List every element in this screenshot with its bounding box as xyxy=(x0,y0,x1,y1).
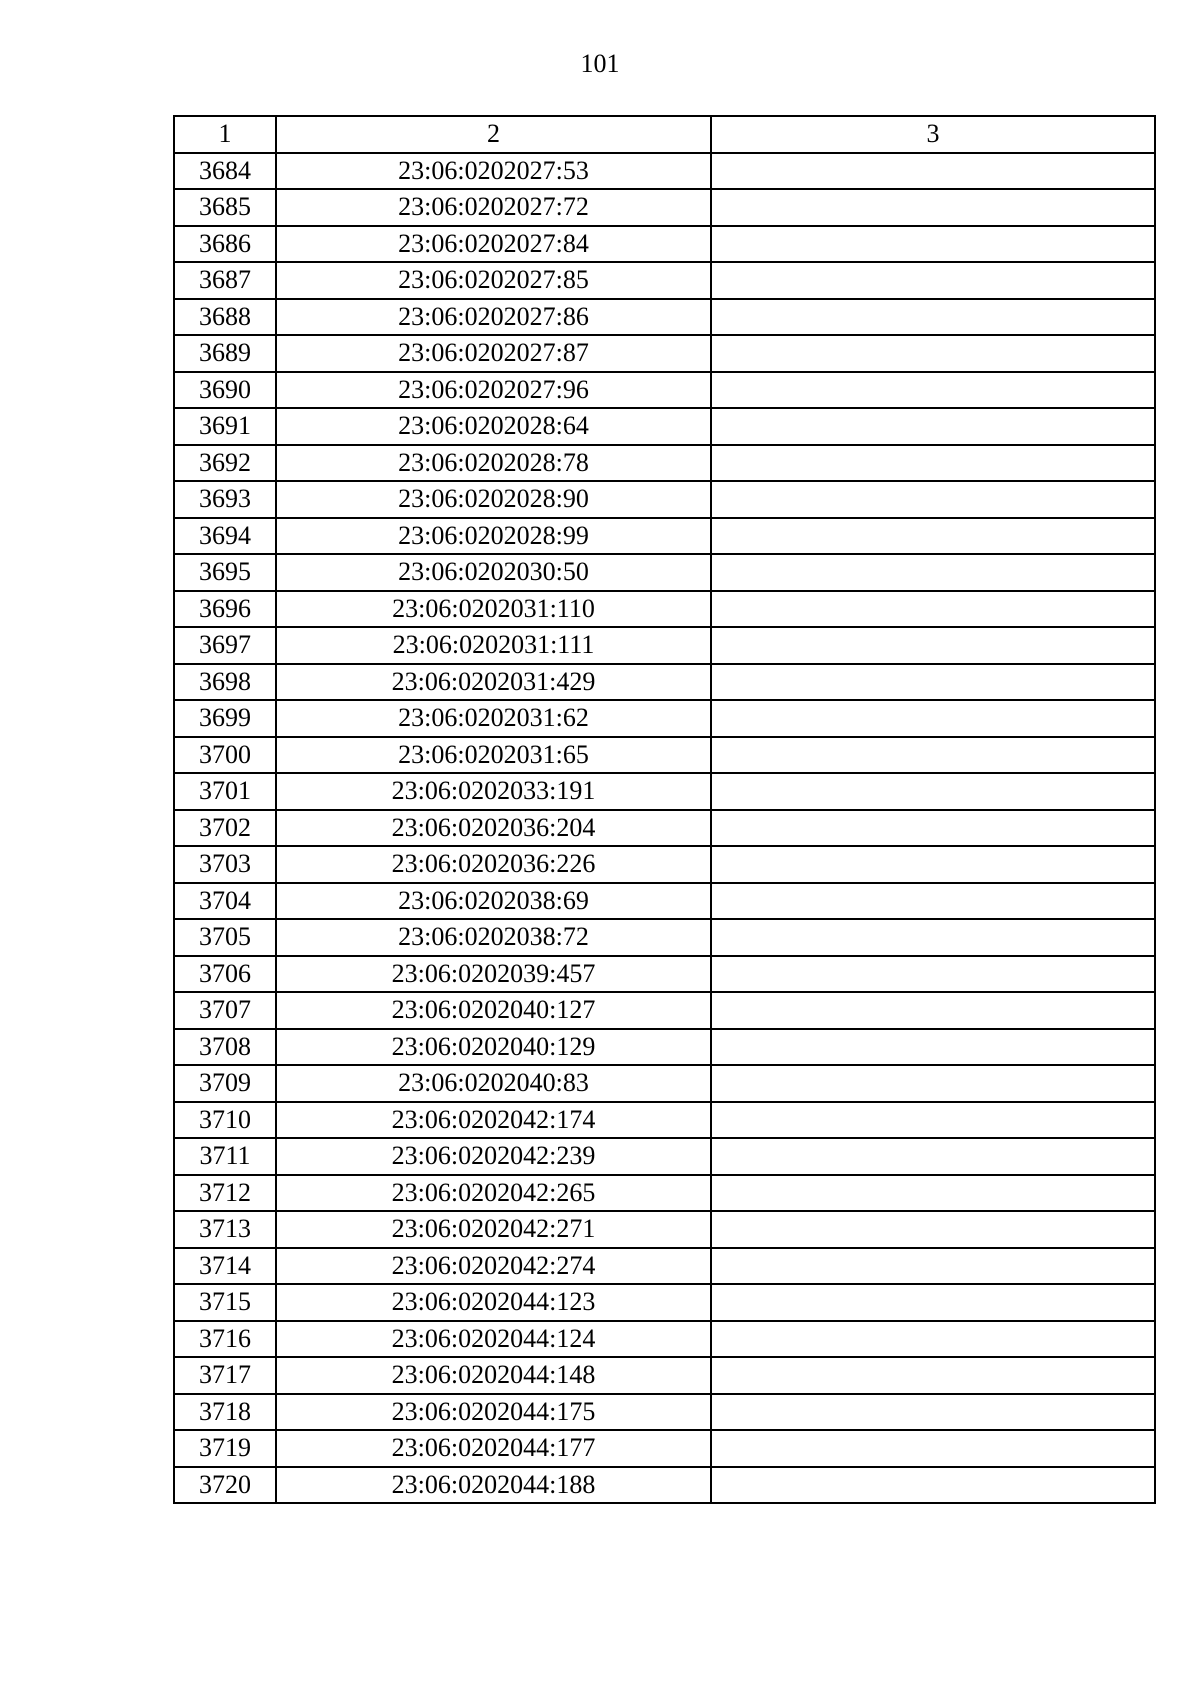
row-number-cell: 3693 xyxy=(174,481,276,518)
cadastral-number-cell: 23:06:0202027:72 xyxy=(276,189,711,226)
row-number-cell: 3689 xyxy=(174,335,276,372)
notes-cell xyxy=(711,299,1155,336)
cadastral-number-cell: 23:06:0202027:85 xyxy=(276,262,711,299)
row-number-cell: 3713 xyxy=(174,1211,276,1248)
cadastral-number-cell: 23:06:0202027:86 xyxy=(276,299,711,336)
cadastral-number-cell: 23:06:0202030:50 xyxy=(276,554,711,591)
row-number-cell: 3708 xyxy=(174,1029,276,1066)
notes-cell xyxy=(711,664,1155,701)
column-header-2: 2 xyxy=(276,116,711,153)
table-row xyxy=(174,591,1155,628)
cadastral-number-cell: 23:06:0202028:64 xyxy=(276,408,711,445)
cadastral-number-cell: 23:06:0202027:84 xyxy=(276,226,711,263)
table-row xyxy=(174,1357,1155,1394)
notes-cell xyxy=(711,1321,1155,1358)
row-number-cell: 3712 xyxy=(174,1175,276,1212)
table-row xyxy=(174,554,1155,591)
row-number-cell: 3710 xyxy=(174,1102,276,1139)
table-row xyxy=(174,773,1155,810)
row-number-cell: 3701 xyxy=(174,773,276,810)
row-number-cell: 3684 xyxy=(174,153,276,190)
table-row xyxy=(174,1321,1155,1358)
notes-cell xyxy=(711,445,1155,482)
notes-cell xyxy=(711,481,1155,518)
table-row xyxy=(174,372,1155,409)
row-number-cell: 3698 xyxy=(174,664,276,701)
row-number-cell: 3717 xyxy=(174,1357,276,1394)
table-row xyxy=(174,1029,1155,1066)
table-body xyxy=(174,153,1155,1504)
cadastral-number-cell: 23:06:0202031:111 xyxy=(276,627,711,664)
notes-cell xyxy=(711,1102,1155,1139)
cadastral-number-cell: 23:06:0202033:191 xyxy=(276,773,711,810)
cadastral-number-cell: 23:06:0202042:274 xyxy=(276,1248,711,1285)
notes-cell xyxy=(711,554,1155,591)
row-number-cell: 3692 xyxy=(174,445,276,482)
table-row xyxy=(174,627,1155,664)
row-number-cell: 3699 xyxy=(174,700,276,737)
cadastral-number-cell: 23:06:0202044:175 xyxy=(276,1394,711,1431)
table-row xyxy=(174,408,1155,445)
table-row xyxy=(174,664,1155,701)
cadastral-number-cell: 23:06:0202042:265 xyxy=(276,1175,711,1212)
cadastral-number-cell: 23:06:0202038:72 xyxy=(276,919,711,956)
notes-cell xyxy=(711,1138,1155,1175)
row-number-cell: 3711 xyxy=(174,1138,276,1175)
cadastral-number-cell: 23:06:0202036:204 xyxy=(276,810,711,847)
row-number-cell: 3687 xyxy=(174,262,276,299)
cadastral-number-cell: 23:06:0202040:129 xyxy=(276,1029,711,1066)
notes-cell xyxy=(711,1248,1155,1285)
cadastral-number-cell: 23:06:0202042:174 xyxy=(276,1102,711,1139)
cadastral-number-cell: 23:06:0202044:124 xyxy=(276,1321,711,1358)
notes-cell xyxy=(711,956,1155,993)
notes-cell xyxy=(711,189,1155,226)
cadastral-number-cell: 23:06:0202036:226 xyxy=(276,846,711,883)
table-row xyxy=(174,1430,1155,1467)
row-number-cell: 3705 xyxy=(174,919,276,956)
cadastral-number-cell: 23:06:0202039:457 xyxy=(276,956,711,993)
column-header-1: 1 xyxy=(174,116,276,153)
table-row xyxy=(174,883,1155,920)
table-row xyxy=(174,956,1155,993)
cadastral-number-cell: 23:06:0202031:65 xyxy=(276,737,711,774)
notes-cell xyxy=(711,1357,1155,1394)
cadastral-number-cell: 23:06:0202044:177 xyxy=(276,1430,711,1467)
cadastral-number-cell: 23:06:0202038:69 xyxy=(276,883,711,920)
notes-cell xyxy=(711,919,1155,956)
row-number-cell: 3702 xyxy=(174,810,276,847)
column-header-3: 3 xyxy=(711,116,1155,153)
row-number-cell: 3700 xyxy=(174,737,276,774)
notes-cell xyxy=(711,153,1155,190)
table-row xyxy=(174,919,1155,956)
row-number-cell: 3695 xyxy=(174,554,276,591)
cadastral-number-cell: 23:06:0202031:429 xyxy=(276,664,711,701)
row-number-cell: 3720 xyxy=(174,1467,276,1504)
table-row xyxy=(174,189,1155,226)
cadastral-number-cell: 23:06:0202027:96 xyxy=(276,372,711,409)
notes-cell xyxy=(711,1430,1155,1467)
table-row xyxy=(174,1248,1155,1285)
table-row xyxy=(174,1065,1155,1102)
row-number-cell: 3716 xyxy=(174,1321,276,1358)
table-row xyxy=(174,518,1155,555)
row-number-cell: 3685 xyxy=(174,189,276,226)
table-row xyxy=(174,810,1155,847)
notes-cell xyxy=(711,1284,1155,1321)
cadastral-number-cell: 23:06:0202042:271 xyxy=(276,1211,711,1248)
notes-cell xyxy=(711,1394,1155,1431)
notes-cell xyxy=(711,262,1155,299)
table-row xyxy=(174,1102,1155,1139)
page-number: 101 xyxy=(580,49,620,78)
table-row xyxy=(174,1175,1155,1212)
notes-cell xyxy=(711,627,1155,664)
row-number-cell: 3691 xyxy=(174,408,276,445)
table-row xyxy=(174,846,1155,883)
table-row xyxy=(174,299,1155,336)
cadastral-number-cell: 23:06:0202031:62 xyxy=(276,700,711,737)
row-number-cell: 3707 xyxy=(174,992,276,1029)
notes-cell xyxy=(711,408,1155,445)
cadastral-number-cell: 23:06:0202028:99 xyxy=(276,518,711,555)
table-row xyxy=(174,335,1155,372)
notes-cell xyxy=(711,1175,1155,1212)
row-number-cell: 3719 xyxy=(174,1430,276,1467)
cadastral-number-cell: 23:06:0202028:78 xyxy=(276,445,711,482)
notes-cell xyxy=(711,372,1155,409)
table-row xyxy=(174,226,1155,263)
notes-cell xyxy=(711,773,1155,810)
table-row xyxy=(174,481,1155,518)
notes-cell xyxy=(711,810,1155,847)
cadastral-number-cell: 23:06:0202044:123 xyxy=(276,1284,711,1321)
table-row xyxy=(174,1467,1155,1504)
cadastral-number-cell: 23:06:0202028:90 xyxy=(276,481,711,518)
cadastral-number-cell: 23:06:0202044:148 xyxy=(276,1357,711,1394)
notes-cell xyxy=(711,992,1155,1029)
table-row xyxy=(174,1284,1155,1321)
row-number-cell: 3686 xyxy=(174,226,276,263)
row-number-cell: 3688 xyxy=(174,299,276,336)
notes-cell xyxy=(711,518,1155,555)
row-number-cell: 3703 xyxy=(174,846,276,883)
row-number-cell: 3696 xyxy=(174,591,276,628)
table-header-row xyxy=(174,116,1155,153)
cadastral-number-cell: 23:06:0202027:87 xyxy=(276,335,711,372)
row-number-cell: 3718 xyxy=(174,1394,276,1431)
table-row xyxy=(174,1394,1155,1431)
table-row xyxy=(174,700,1155,737)
row-number-cell: 3706 xyxy=(174,956,276,993)
row-number-cell: 3714 xyxy=(174,1248,276,1285)
notes-cell xyxy=(711,1029,1155,1066)
row-number-cell: 3709 xyxy=(174,1065,276,1102)
table-row xyxy=(174,737,1155,774)
row-number-cell: 3694 xyxy=(174,518,276,555)
notes-cell xyxy=(711,737,1155,774)
notes-cell xyxy=(711,335,1155,372)
table-row xyxy=(174,1211,1155,1248)
row-number-cell: 3690 xyxy=(174,372,276,409)
row-number-cell: 3697 xyxy=(174,627,276,664)
notes-cell xyxy=(711,1065,1155,1102)
notes-cell xyxy=(711,883,1155,920)
notes-cell xyxy=(711,700,1155,737)
cadastral-number-cell: 23:06:0202027:53 xyxy=(276,153,711,190)
notes-cell xyxy=(711,226,1155,263)
table-row xyxy=(174,262,1155,299)
notes-cell xyxy=(711,1211,1155,1248)
table-row xyxy=(174,992,1155,1029)
table-row xyxy=(174,153,1155,190)
cadastral-number-cell: 23:06:0202040:83 xyxy=(276,1065,711,1102)
cadastral-table xyxy=(173,115,1156,1504)
cadastral-number-cell: 23:06:0202040:127 xyxy=(276,992,711,1029)
notes-cell xyxy=(711,1467,1155,1504)
cadastral-number-cell: 23:06:0202042:239 xyxy=(276,1138,711,1175)
table-row xyxy=(174,445,1155,482)
cadastral-number-cell: 23:06:0202031:110 xyxy=(276,591,711,628)
row-number-cell: 3704 xyxy=(174,883,276,920)
row-number-cell: 3715 xyxy=(174,1284,276,1321)
table-row xyxy=(174,1138,1155,1175)
cadastral-number-cell: 23:06:0202044:188 xyxy=(276,1467,711,1504)
notes-cell xyxy=(711,846,1155,883)
notes-cell xyxy=(711,591,1155,628)
